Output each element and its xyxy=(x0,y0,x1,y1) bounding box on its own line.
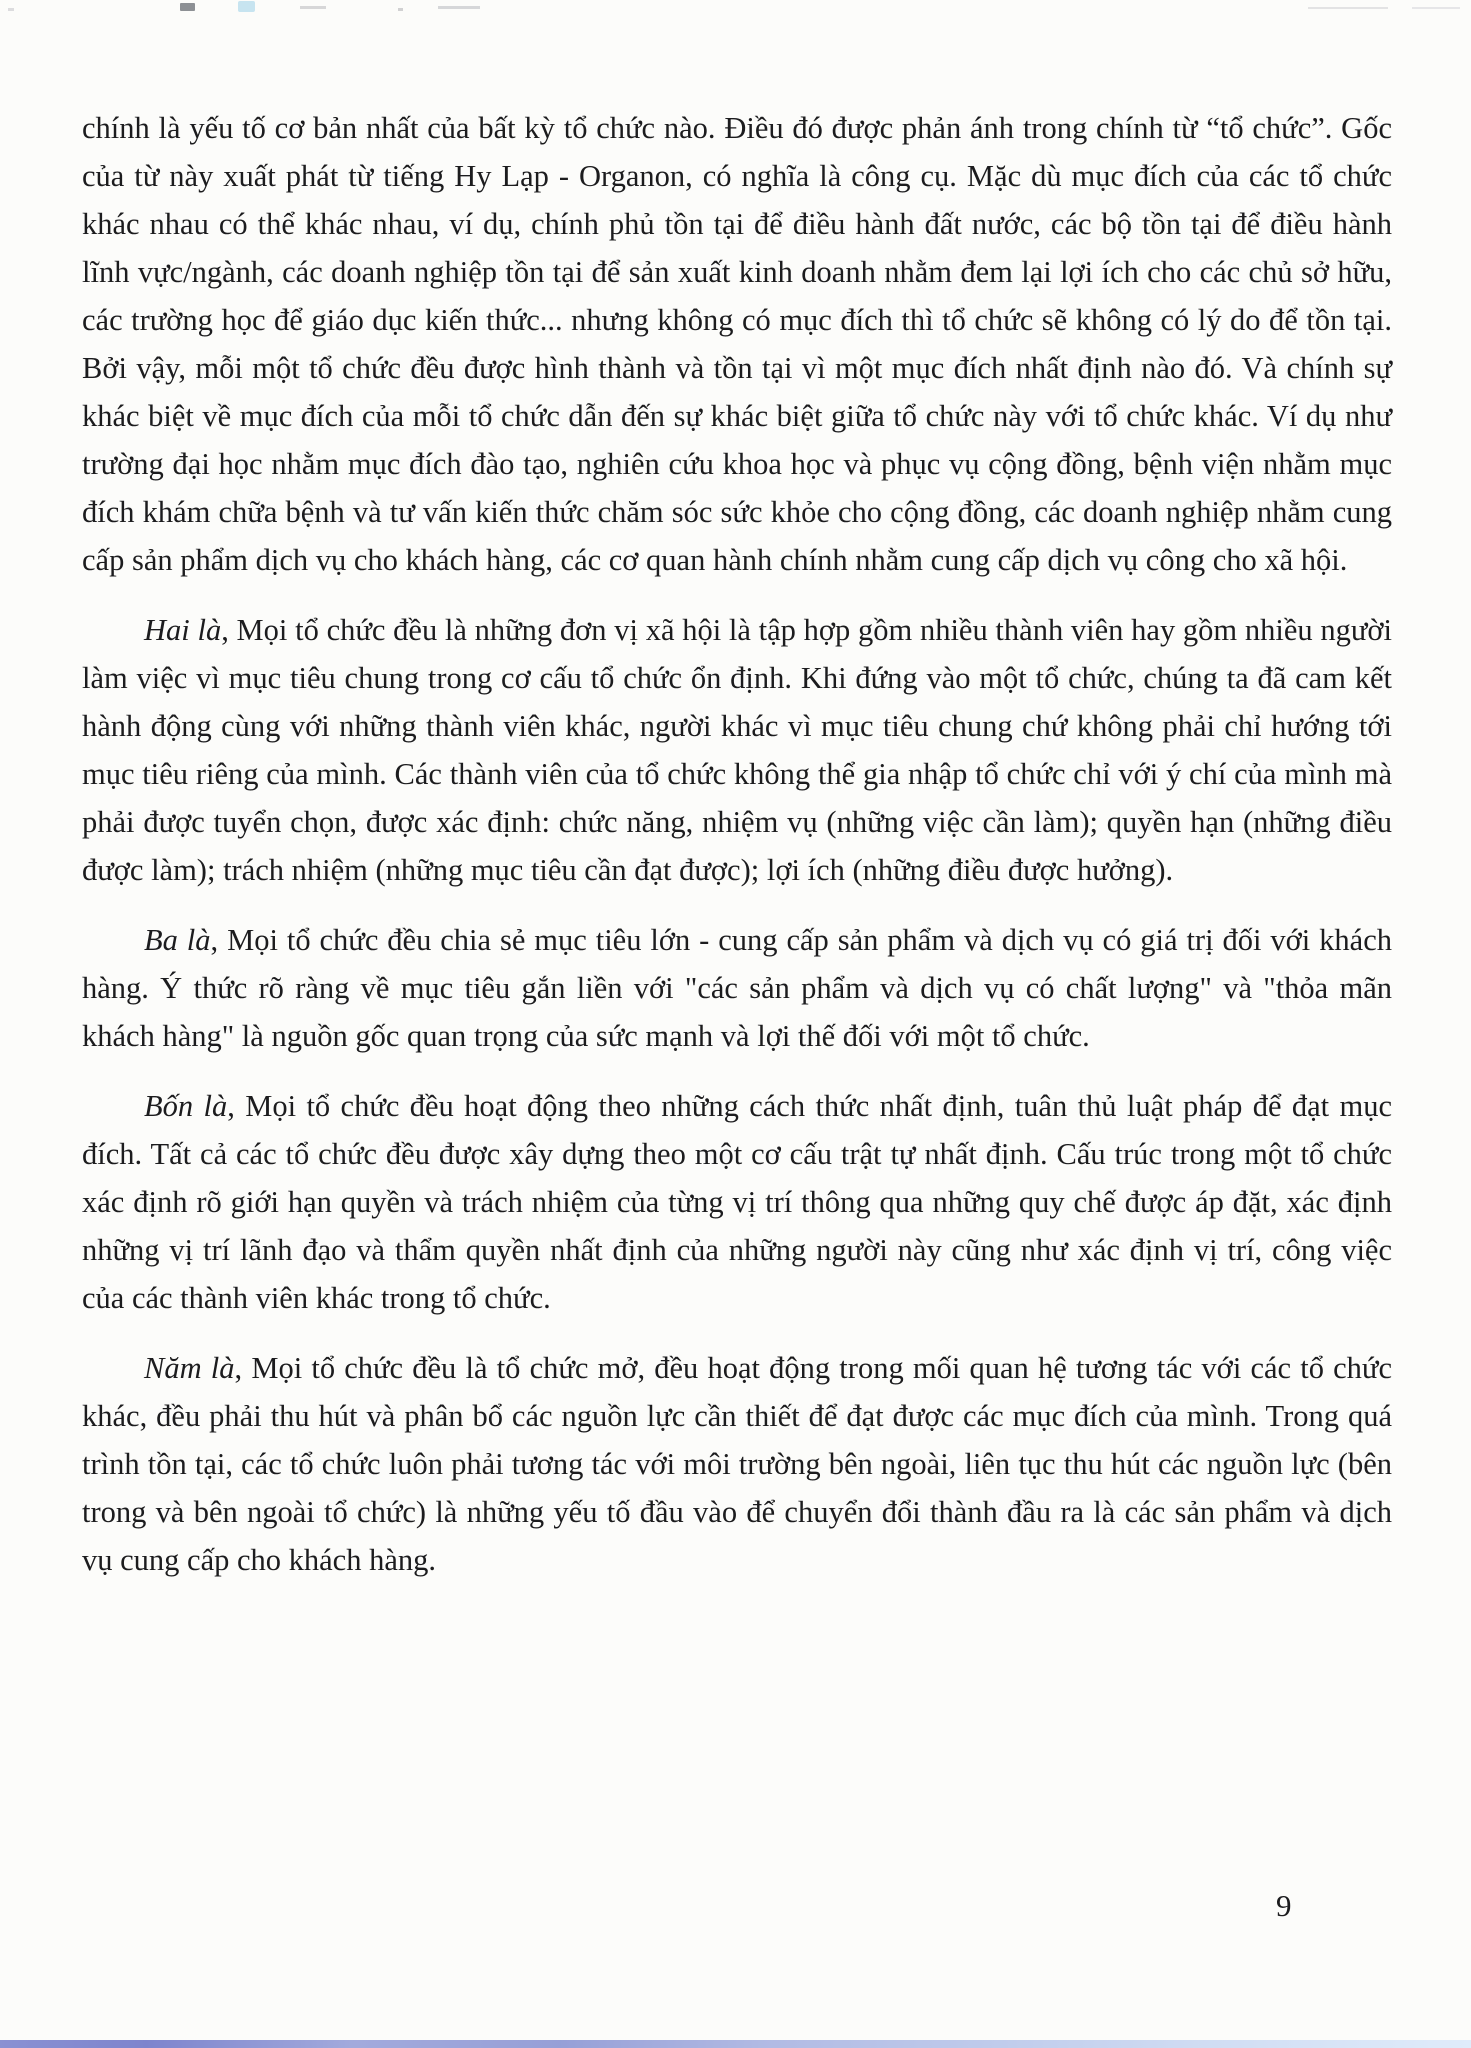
paragraph-lead: Ba là xyxy=(144,923,211,957)
paragraph-ba-la xyxy=(82,916,1392,1060)
paragraph-bon-la xyxy=(82,1082,1392,1322)
paragraph-lead: Hai là xyxy=(144,613,222,647)
paragraph-text: , Mọi tổ chức đều hoạt động theo những cách thức nhất định, tuân thủ luật pháp để đạt mục đích. Tất cả các tổ chức đều được xây dựng theo một cơ cấu trật tự nhất định. Cấu trúc trong một tổ chức xác định rõ giới hạn quyền và trách nhiệm của từng vị trí thông qua những quy chế được áp đặt, xác định những vị trí lãnh đạo và thẩm quyền nhất định của những người này cũng như xác định vị trí, công việc của các thành viên khác trong tổ chức. xyxy=(82,1089,1392,1315)
scan-streak xyxy=(1412,7,1460,9)
page-number: 9 xyxy=(1276,1888,1292,1923)
page-body-text xyxy=(82,104,1392,1584)
paragraph-lead: Năm là xyxy=(144,1351,235,1385)
paragraph-text: , Mọi tổ chức đều là tổ chức mở, đều hoạt động trong mối quan hệ tương tác với các tổ chức khác, đều phải thu hút và phân bổ các nguồn lực cần thiết để đạt được các mục đích của mình. Trong quá trình tồn tại, các tổ chức luôn phải tương tác với môi trường bên ngoài, liên tục thu hút các nguồn lực (bên trong và bên ngoài tổ chức) là những yếu tố đầu vào để chuyển đổi thành đầu ra là các sản phẩm và dịch vụ cung cấp cho khách hàng. xyxy=(82,1351,1393,1577)
paragraph-intro xyxy=(82,104,1392,584)
paragraph-text: , Mọi tổ chức đều chia sẻ mục tiêu lớn - cung cấp sản phẩm và dịch vụ có giá trị đối với khách hàng. Ý thức rõ ràng về mục tiêu gắn liền với "các sản phẩm và dịch vụ có chất lượng" và "thỏa mãn khách hàng" là nguồn gốc quan trọng của sức mạnh và lợi thế đối với một tổ chức. xyxy=(82,923,1392,1053)
paragraph-text: chính là yếu tố cơ bản nhất của bất kỳ tổ chức nào. Điều đó được phản ánh trong chính từ “tổ chức”. Gốc của từ này xuất phát từ tiếng Hy Lạp - Organon, có nghĩa là công cụ. Mặc dù mục đích của các tổ chức khác nhau có thể khác nhau, ví dụ, chính phủ tồn tại để điều hành đất nước, các bộ tồn tại để điều hành lĩnh vực/ngành, các doanh nghiệp tồn tại để sản xuất kinh doanh nhằm đem lại lợi ích cho các chủ sở hữu, các trường học để giáo dục kiến thức... nhưng không có mục đích thì tổ chức sẽ không có lý do để tồn tại. Bởi vậy, mỗi một tổ chức đều được hình thành và tồn tại vì một mục đích nhất định nào đó. Và chính sự khác biệt về mục đích của mỗi tổ chức dẫn đến sự khác biệt giữa tổ chức này với tổ chức khác. Ví dụ như trường đại học nhằm mục đích đào tạo, nghiên cứu khoa học và phục vụ cộng đồng, bệnh viện nhằm mục đích khám chữa bệnh và tư vấn kiến thức chăm sóc sức khỏe cho cộng đồng, các doanh nghiệp nhằm cung cấp sản phẩm dịch vụ cho khách hàng, các cơ quan hành chính nhằm cung cấp dịch vụ công cho xã hội. xyxy=(82,111,1392,577)
paragraph-nam-la xyxy=(82,1344,1392,1584)
scan-mark xyxy=(180,3,195,11)
scan-speck xyxy=(398,8,403,11)
scan-speck xyxy=(300,6,326,9)
scan-blue-smudge xyxy=(238,1,255,12)
scan-streak xyxy=(1308,7,1388,9)
scan-edge-line xyxy=(0,2040,1471,2048)
scan-streak xyxy=(438,6,480,9)
scan-speck xyxy=(8,8,14,11)
paragraph-hai-la xyxy=(82,606,1392,894)
paragraph-lead: Bốn là xyxy=(144,1089,228,1123)
paragraph-text: , Mọi tổ chức đều là những đơn vị xã hội là tập hợp gồm nhiều thành viên hay gồm nhiều người làm việc vì mục tiêu chung trong cơ cấu tổ chức ổn định. Khi đứng vào một tổ chức, chúng ta đã cam kết hành động cùng với những thành viên khác, người khác vì mục tiêu chung chứ không phải chỉ hướng tới mục tiêu riêng của mình. Các thành viên của tổ chức không thể gia nhập tổ chức chỉ với ý chí của mình mà phải được tuyển chọn, được xác định: chức năng, nhiệm vụ (những việc cần làm); quyền hạn (những điều được làm); trách nhiệm (những mục tiêu cần đạt được); lợi ích (những điều được hưởng). xyxy=(82,613,1392,887)
